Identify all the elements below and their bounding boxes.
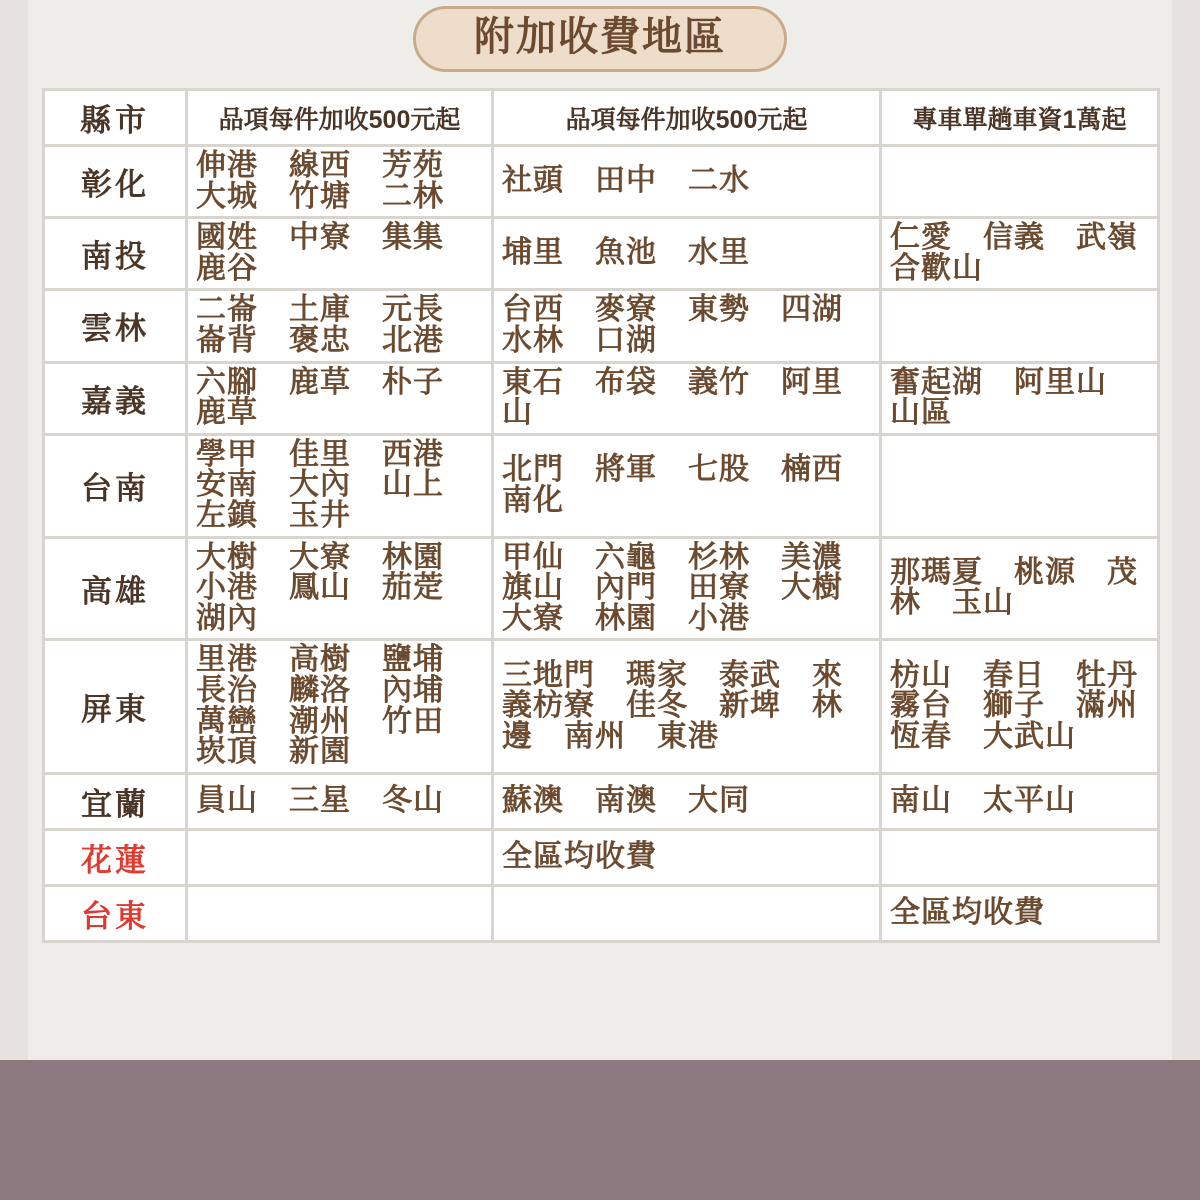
page-title: 附加收費地區	[474, 15, 726, 59]
area-line: 社頭 田中 二水	[502, 164, 750, 198]
area-list-cell-1	[188, 641, 494, 774]
area-list-cell-1	[188, 147, 494, 219]
table-row	[42, 641, 1160, 774]
area-line: 恆春 大武山	[890, 719, 1076, 753]
area-line: 枋山 春日 牡丹	[890, 658, 1138, 692]
area-line: 學甲 佳里 西港	[196, 437, 444, 471]
area-line: 崁頂 新園	[196, 735, 351, 769]
area-line: 合歡山	[890, 251, 983, 285]
area-line: 安南 大內 山上	[196, 468, 444, 502]
area-list-cell-1	[188, 887, 494, 943]
title-banner-wrap	[0, 6, 1200, 72]
area-list-cell-2	[494, 436, 882, 539]
area-line: 左鎮 玉井	[196, 498, 351, 532]
area-list-cell-1	[188, 775, 494, 831]
area-list-cell-1	[188, 364, 494, 436]
area-list-cell-3	[882, 887, 1160, 943]
area-line: 全區均收費	[502, 839, 657, 873]
county-name: 雲林	[42, 291, 188, 363]
area-line: 那瑪夏 桃源 茂	[890, 555, 1138, 589]
area-line: 三地門 瑪家 泰武 來	[502, 658, 843, 692]
area-list-cell-1	[188, 219, 494, 291]
county-name: 嘉義	[42, 364, 188, 436]
area-line: 小港 鳳山 茄萣	[196, 571, 444, 605]
area-list-cell-1	[188, 291, 494, 363]
area-list-cell-3	[882, 539, 1160, 642]
area-line: 湖內	[196, 601, 258, 635]
area-line: 山	[502, 396, 533, 430]
area-line: 林 玉山	[890, 586, 1014, 620]
area-list-cell-2	[494, 831, 882, 887]
county-name: 台東	[42, 887, 188, 943]
area-line: 里港 高樹 鹽埔	[196, 643, 444, 677]
area-list-cell-3	[882, 775, 1160, 831]
fee-table-area	[42, 88, 1160, 943]
area-list-cell-2	[494, 775, 882, 831]
county-name: 台南	[42, 436, 188, 539]
area-list-cell-3	[882, 219, 1160, 291]
area-list-cell-3	[882, 147, 1160, 219]
area-line: 埔里 魚池 水里	[502, 236, 750, 270]
column-header-county: 縣市	[42, 88, 188, 147]
table-row	[42, 291, 1160, 363]
table-body	[42, 147, 1160, 943]
area-line: 台西 麥寮 東勢 四湖	[502, 293, 843, 327]
area-line: 伸港 線西 芳苑	[196, 149, 444, 182]
county-name: 高雄	[42, 539, 188, 642]
area-line: 旗山 內門 田寮 大樹	[502, 571, 843, 605]
area-list-cell-3	[882, 364, 1160, 436]
county-name: 屏東	[42, 641, 188, 774]
county-name: 彰化	[42, 147, 188, 219]
area-line: 蘇澳 南澳 大同	[502, 783, 750, 817]
area-line: 南山 太平山	[890, 783, 1076, 817]
area-line: 奮起湖 阿里山	[890, 365, 1107, 399]
area-list-cell-3	[882, 831, 1160, 887]
table-row	[42, 775, 1160, 831]
area-line: 六腳 鹿草 朴子	[196, 365, 444, 399]
area-line: 霧台 獅子 滿州	[890, 689, 1138, 723]
county-name: 宜蘭	[42, 775, 188, 831]
column-header-items-2: 品項每件加收500元起	[494, 88, 882, 147]
table-row	[42, 887, 1160, 943]
area-list-cell-1	[188, 436, 494, 539]
table-row	[42, 831, 1160, 887]
column-header-charter: 專車單趟車資1萬起	[882, 88, 1160, 147]
area-list-cell-2	[494, 219, 882, 291]
area-line: 甲仙 六龜 杉林 美濃	[502, 540, 843, 574]
area-line: 東石 布袋 義竹 阿里	[502, 365, 843, 399]
area-line: 義枋寮 佳冬 新埤 林	[502, 689, 843, 723]
area-list-cell-1	[188, 539, 494, 642]
area-line: 國姓 中寮 集集	[196, 221, 444, 255]
table-row	[42, 436, 1160, 539]
county-name: 南投	[42, 219, 188, 291]
area-line: 南化	[502, 483, 564, 517]
area-list-cell-1	[188, 831, 494, 887]
area-line: 崙背 褒忠 北港	[196, 323, 444, 357]
table-row	[42, 219, 1160, 291]
area-line: 大寮 林園 小港	[502, 601, 750, 635]
area-line: 大樹 大寮 林園	[196, 540, 444, 574]
area-line: 水林 口湖	[502, 323, 657, 357]
area-line: 大城 竹塘 二林	[196, 179, 444, 213]
table-header-row	[42, 88, 1160, 147]
area-line: 長治 麟洛 內埔	[196, 673, 444, 707]
title-banner	[413, 6, 787, 72]
area-list-cell-2	[494, 887, 882, 943]
county-name: 花蓮	[42, 831, 188, 887]
area-list-cell-3	[882, 436, 1160, 539]
area-line: 萬巒 潮州 竹田	[196, 704, 444, 738]
area-list-cell-2	[494, 641, 882, 774]
area-line: 仁愛 信義 武嶺	[890, 221, 1138, 255]
area-line: 邊 南州 東港	[502, 719, 719, 753]
area-line: 北門 將軍 七股 楠西	[502, 453, 843, 487]
area-list-cell-2	[494, 147, 882, 219]
area-list-cell-3	[882, 641, 1160, 774]
area-line: 全區均收費	[890, 895, 1045, 929]
area-line: 二崙 土庫 元長	[196, 293, 444, 327]
table-row	[42, 539, 1160, 642]
area-line: 鹿草	[196, 396, 258, 430]
table-row	[42, 147, 1160, 219]
area-line: 山區	[890, 396, 952, 430]
area-list-cell-3	[882, 291, 1160, 363]
area-list-cell-2	[494, 539, 882, 642]
column-header-items-1: 品項每件加收500元起	[188, 88, 494, 147]
area-list-cell-2	[494, 364, 882, 436]
fee-table	[42, 88, 1160, 943]
area-line: 鹿谷	[196, 251, 258, 285]
area-line: 員山 三星 冬山	[196, 783, 444, 817]
area-list-cell-2	[494, 291, 882, 363]
table-row	[42, 364, 1160, 436]
